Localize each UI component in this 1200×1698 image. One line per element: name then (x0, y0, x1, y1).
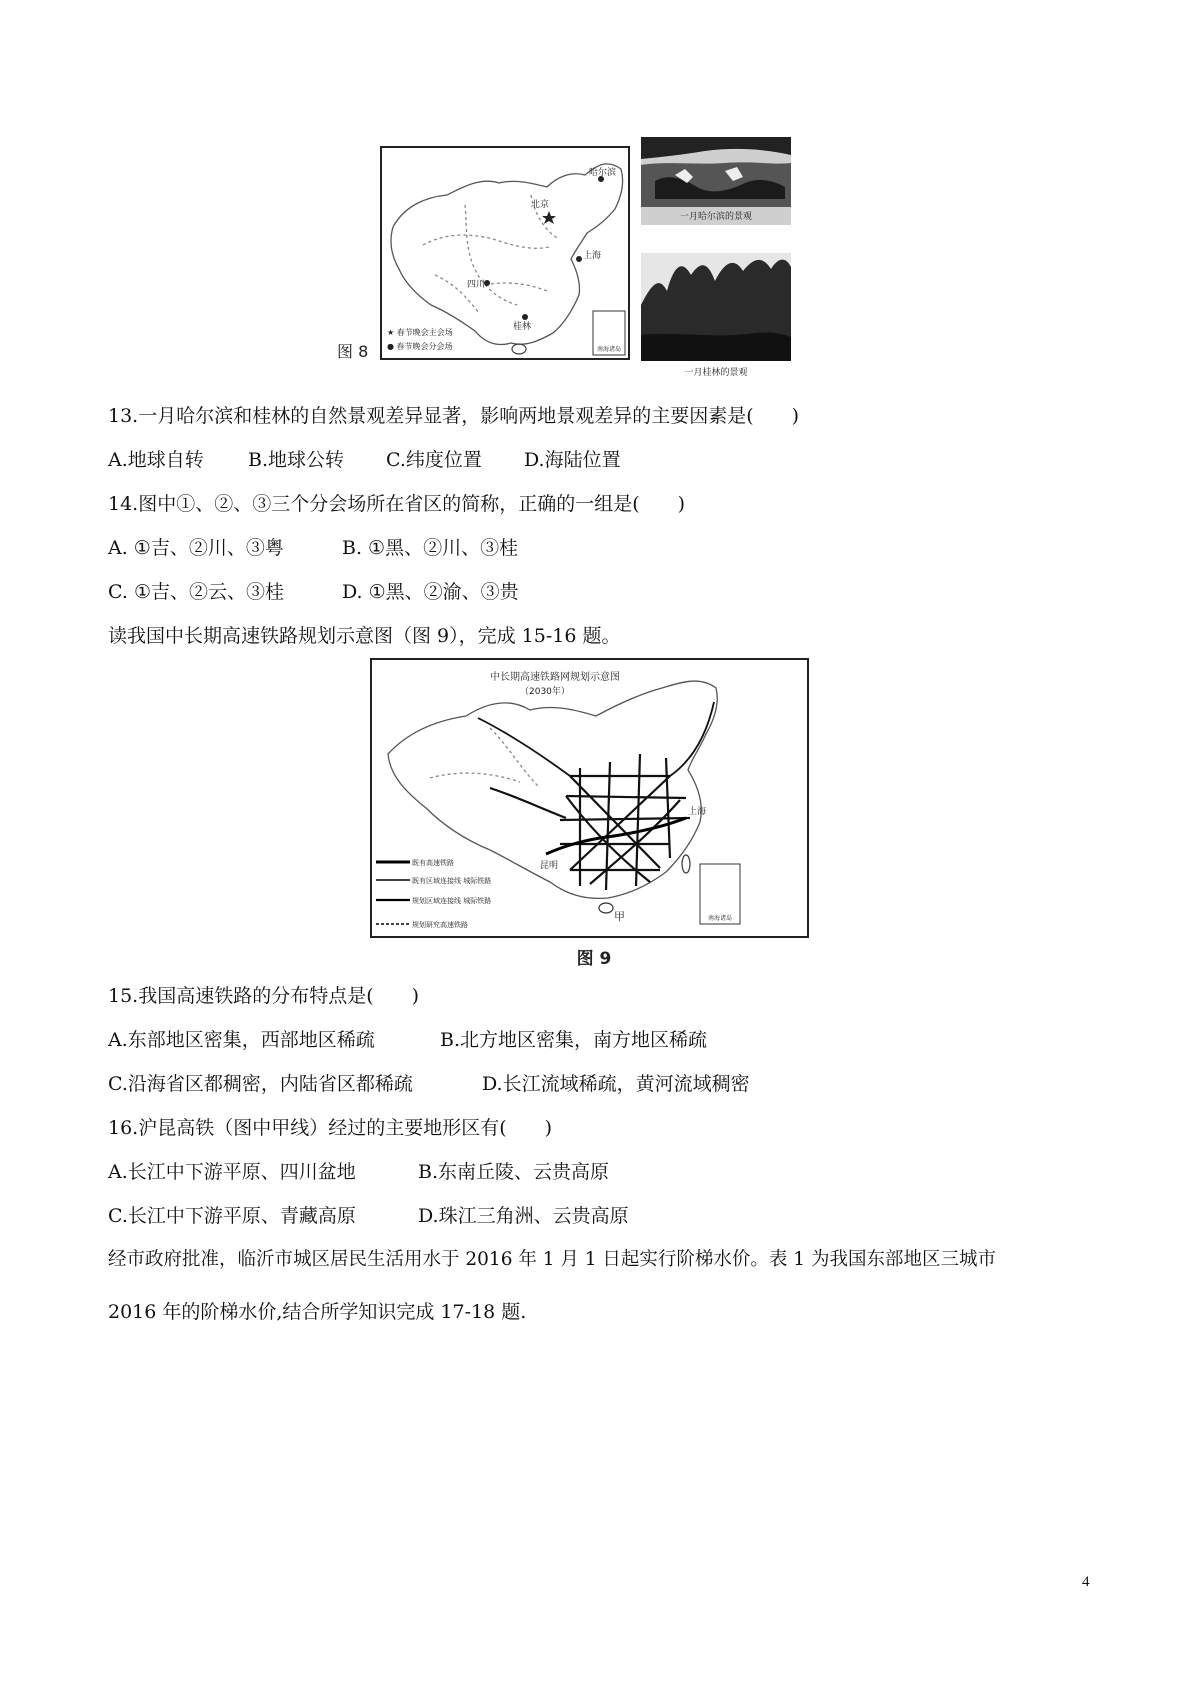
q16-option-c: C.长江中下游平原、青藏高原 (108, 1205, 356, 1227)
fig9-kunming-label: 昆明 (540, 861, 559, 871)
fig9-legend-item: 规划研究高速铁路 (412, 921, 468, 929)
fig9-caption: 图 9 (576, 949, 612, 969)
fig9-legend-item: 规划区域连接线 城际铁路 (412, 897, 492, 905)
q15-option-d: D.长江流域稀疏，黄河流域稠密 (482, 1073, 750, 1095)
fig9-legend-item: 既有区域连接线 城际铁路 (412, 877, 492, 885)
legend-main-venue: ★ 春节晚会主会场 (387, 328, 453, 337)
question-13-stem: 13.一月哈尔滨和桂林的自然景观差异显著，影响两地景观差异的主要因素是( ) (108, 405, 800, 427)
city-harbin-label: 哈尔滨 (589, 168, 617, 178)
fig9-title: 中长期高速铁路网规划示意图 (490, 672, 620, 683)
q13-option-d: D.海陆位置 (524, 449, 621, 471)
intro-17-18-line1: 经市政府批准，临沂市城区居民生活用水于 2016 年 1 月 1 日起实行阶梯水价。表 1 为我国东部地区三城市 (108, 1249, 996, 1270)
question-16-stem: 16.沪昆高铁（图中甲线）经过的主要地形区有( ) (108, 1117, 553, 1139)
fig9-jia-label: 甲 (614, 910, 625, 923)
fig9-legend-item: 既有高速铁路 (412, 859, 454, 867)
page-number: 4 (1082, 1574, 1090, 1590)
intro-17-18-line2: 2016 年的阶梯水价,结合所学知识完成 17-18 题. (108, 1301, 527, 1323)
q13-option-b: B.地球公转 (248, 449, 345, 471)
fig9-shanghai-label: 上海 (688, 807, 707, 817)
fig8-label: 图 8 (337, 342, 369, 361)
q14-option-b: B. ①黑、②川、③桂 (342, 537, 519, 559)
photo-top-caption: 一月哈尔滨的景观 (679, 212, 753, 222)
photo-bottom-caption: 一月桂林的景观 (684, 368, 748, 378)
question-14-stem: 14.图中①、②、③三个分会场所在省区的简称，正确的一组是( ) (108, 493, 686, 515)
city-beijing-label: 北京 (531, 200, 550, 210)
q14-option-d: D. ①黑、②渝、③贵 (342, 581, 519, 603)
fig9-inset-label: 南海诸岛 (707, 915, 733, 922)
photo-guilin (641, 253, 791, 378)
q16-option-b: B.东南丘陵、云贵高原 (418, 1161, 610, 1183)
q13-option-a: A.地球自转 (108, 449, 204, 471)
q14-option-a: A. ①吉、②川、③粤 (108, 537, 284, 559)
q15-option-a: A.东部地区密集，西部地区稀疏 (108, 1029, 375, 1051)
fig8-inset-label: 南海诸岛 (596, 346, 622, 353)
q15-option-c: C.沿海省区都稠密，内陆省区都稀疏 (108, 1073, 413, 1095)
figure-8 (335, 135, 875, 405)
q16-option-d: D.珠江三角洲、云贵高原 (418, 1205, 629, 1227)
intro-15-16: 读我国中长期高速铁路规划示意图（图 9），完成 15-16 题。 (108, 625, 621, 647)
q15-option-b: B.北方地区密集，南方地区稀疏 (440, 1029, 708, 1051)
q13-option-c: C.纬度位置 (386, 449, 482, 471)
fig9-subtitle: （2030年） (520, 687, 570, 697)
city-shanghai-label: 上海 (583, 251, 602, 261)
question-15-stem: 15.我国高速铁路的分布特点是( ) (108, 985, 420, 1007)
city-guilin-label: 桂林 (513, 322, 532, 332)
city-sichuan-label: 四川 (467, 280, 486, 290)
q14-option-c: C. ①吉、②云、③桂 (108, 581, 284, 603)
photo-harbin (641, 137, 791, 225)
figure-9 (370, 658, 810, 974)
q16-option-a: A.长江中下游平原、四川盆地 (108, 1161, 356, 1183)
legend-sub-venue: ● 春节晚会分会场 (387, 342, 453, 351)
